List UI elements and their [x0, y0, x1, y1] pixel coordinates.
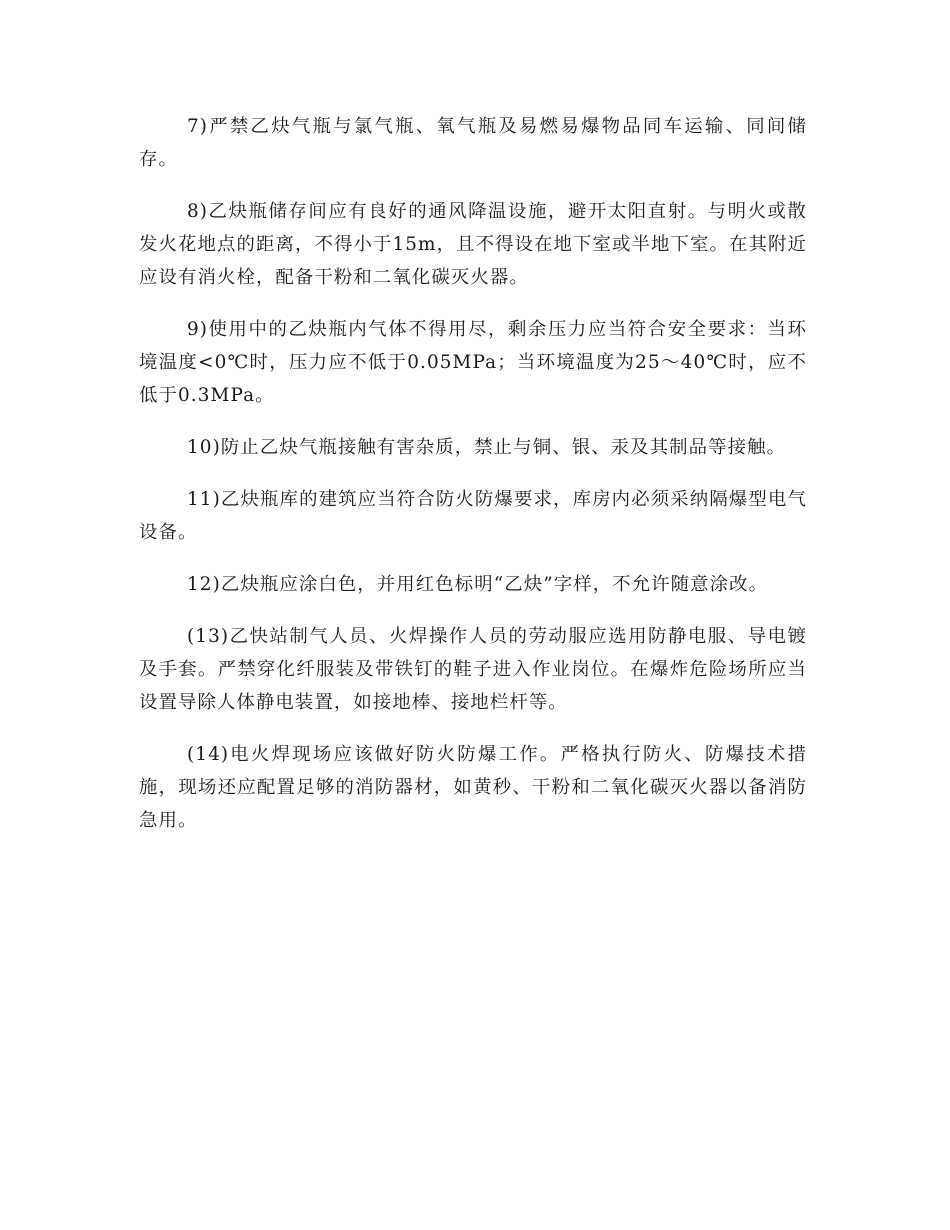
paragraph-13: (13)乙快站制气人员、火焊操作人员的劳动服应选用防静电服、导电镀及手套。严禁穿化纤服装及带铁钉的鞋子进入作业岗位。在爆炸危险场所应当设置导除人体静电装置，如接地棒、接地栏杆等。: [139, 626, 807, 713]
paragraph-10: 10)防止乙炔气瓶接触有害杂质，禁止与铜、银、汞及其制品等接触。: [187, 437, 787, 458]
paragraph-8: 8)乙炔瓶储存间应有良好的通风降温设施，避开太阳直射。与明火或散发火花地点的距离，不得小于15m，且不得设在地下室或半地下室。在其附近应设有消火栓，配备干粉和二氧化碳灭火器。: [139, 201, 807, 288]
paragraph-7: 7)严禁乙炔气瓶与氯气瓶、氧气瓶及易燃易爆物品同车运输、同间储存。: [139, 116, 807, 170]
document-body: [139, 110, 807, 856]
paragraph-12: 12)乙炔瓶应涂白色，并用红色标明“乙炔”字样，不允许随意涂改。: [187, 574, 769, 595]
paragraph-14: (14)电火焊现场应该做好防火防爆工作。严格执行防火、防爆技术措施，现场还应配置足够的消防器材，如黄秒、干粉和二氧化碳灭火器以备消防急用。: [139, 744, 807, 831]
paragraph-9: 9)使用中的乙炔瓶内气体不得用尽，剩余压力应当符合安全要求：当环境温度<0℃时，压力应不低于0.05MPa；当环境温度为25～40℃时，应不低于0.3MPa。: [139, 319, 807, 406]
paragraph-11: 11)乙炔瓶库的建筑应当符合防火防爆要求，库房内必须采纳隔爆型电气设备。: [139, 489, 807, 543]
